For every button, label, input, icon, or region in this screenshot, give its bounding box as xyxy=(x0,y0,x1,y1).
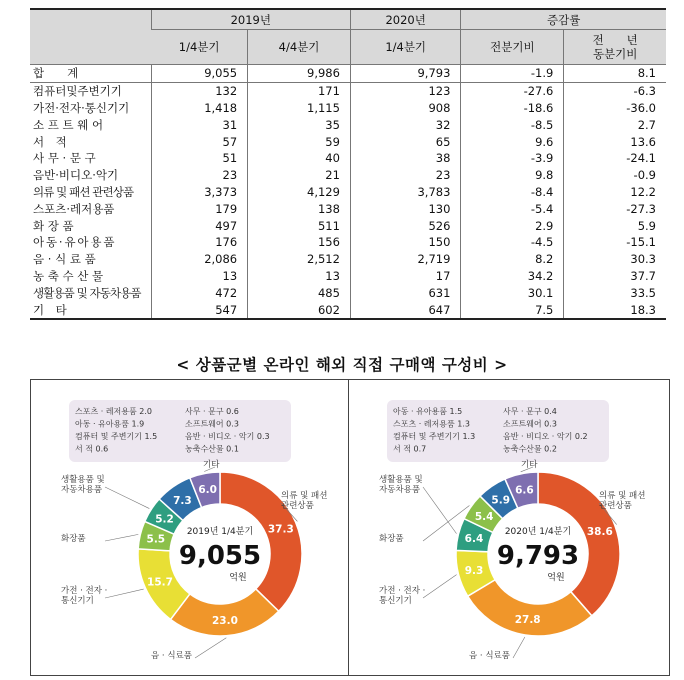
slice-label-cosmetics xyxy=(379,505,469,544)
cell-q4-2019: 40 xyxy=(248,150,351,167)
slice-label-living xyxy=(61,474,149,509)
center-unit: 억원 xyxy=(547,573,565,583)
cell-q1-2019: 1,418 xyxy=(151,100,248,117)
slice-label-text: 자동차용품 xyxy=(61,485,103,495)
row-category: 음 · 식 료 품 xyxy=(33,252,96,267)
table-row xyxy=(30,100,666,117)
cell-qoq: 34.2 xyxy=(461,268,564,285)
cell-qoq: -8.5 xyxy=(461,116,564,133)
slice-value: 5.5 xyxy=(146,533,166,546)
cell-q1-2019: 23 xyxy=(151,167,248,184)
cell-q1-2019: 472 xyxy=(151,284,248,301)
table-header-row-years xyxy=(30,9,666,30)
legend-item: 농축수산물 0.1 xyxy=(185,444,239,454)
cell-q1-2020: 130 xyxy=(350,200,460,217)
cell-yoy: 5.9 xyxy=(564,217,666,234)
center-title: 2020년 1/4분기 xyxy=(504,527,572,537)
cell-qoq: 30.1 xyxy=(461,284,564,301)
cell-qoq: -5.4 xyxy=(461,200,564,217)
center-value: 9,793 xyxy=(496,541,580,571)
table-row xyxy=(30,217,666,234)
legend-item: 사무 · 문구 0.4 xyxy=(503,407,557,416)
table-row xyxy=(30,65,666,83)
leader-line xyxy=(105,589,144,598)
cell-q4-2019: 9,986 xyxy=(248,65,351,83)
cell-q4-2019: 13 xyxy=(248,268,351,285)
center-title: 2019년 1/4분기 xyxy=(186,527,254,537)
header-2019: 2019년 xyxy=(151,9,350,30)
slice-label-text: 음 · 식료품 xyxy=(151,651,192,661)
slice-label-text: 기타 xyxy=(521,460,538,470)
center-label xyxy=(497,525,579,583)
legend-item: 소프트웨어 0.3 xyxy=(503,419,557,429)
slice-label-text: 관련상품 xyxy=(281,501,314,511)
slice-label-text: 화장품 xyxy=(61,534,86,544)
row-category: 의류 및 패션 관련상품 xyxy=(33,184,134,199)
slice-label-text: 음 · 식료품 xyxy=(469,651,510,661)
row-category: 컴퓨터및주변기기 xyxy=(33,84,122,99)
cell-q1-2020: 123 xyxy=(350,82,460,99)
legend-item: 음반 · 비디오 · 악기 0.3 xyxy=(185,432,270,441)
slice-value: 5.9 xyxy=(491,494,511,507)
table-row xyxy=(30,133,666,150)
cell-yoy: -24.1 xyxy=(564,150,666,167)
chart-caption: < 상품군별 온라인 해외 직접 구매액 구성비 > xyxy=(176,355,508,374)
leader-line xyxy=(195,638,226,658)
table-body xyxy=(30,65,666,319)
cell-q4-2019: 156 xyxy=(248,234,351,251)
header-yoy: 전 년 동분기비 xyxy=(564,30,666,65)
cell-qoq: -18.6 xyxy=(461,100,564,117)
cell-qoq: -3.9 xyxy=(461,150,564,167)
slice-value: 27.8 xyxy=(514,614,541,627)
cell-q1-2020: 526 xyxy=(350,217,460,234)
cell-q1-2020: 38 xyxy=(350,150,460,167)
legend-item: 서 적 0.7 xyxy=(393,444,427,454)
legend-item: 스포츠 · 레저용품 2.0 xyxy=(75,407,152,416)
slice-label-text: 생활용품 및 xyxy=(379,475,423,485)
cell-qoq: 8.2 xyxy=(461,251,564,268)
cell-q1-2020: 908 xyxy=(350,100,460,117)
cell-q1-2020: 17 xyxy=(350,268,460,285)
cell-q1-2020: 631 xyxy=(350,284,460,301)
slice-label-text: 기타 xyxy=(203,460,220,470)
cell-qoq: 9.8 xyxy=(461,167,564,184)
row-category: 서 적 xyxy=(33,134,67,149)
header-change-rate: 증감률 xyxy=(461,9,666,30)
header-q1-2020: 1/4분기 xyxy=(350,30,460,65)
cell-q1-2019: 3,373 xyxy=(151,184,248,201)
leader-line xyxy=(513,637,525,658)
cell-q1-2020: 32 xyxy=(350,116,460,133)
slice-label-text: 자동차용품 xyxy=(379,485,421,495)
row-category: 사 무 · 문 구 xyxy=(33,151,96,166)
slice-label-text: 생활용품 및 xyxy=(61,475,105,485)
row-category: 가전·전자·통신기기 xyxy=(33,100,130,115)
cell-q4-2019: 59 xyxy=(248,133,351,150)
cell-qoq: 9.6 xyxy=(461,133,564,150)
legend-item: 컴퓨터 및 주변기기 1.5 xyxy=(75,432,158,441)
slice-label-cosmetics xyxy=(61,533,138,544)
cell-q1-2019: 132 xyxy=(151,82,248,99)
cell-q4-2019: 602 xyxy=(248,301,351,319)
cell-qoq: -27.6 xyxy=(461,82,564,99)
center-label xyxy=(179,525,261,583)
donut-panel-2020 xyxy=(348,379,670,676)
legend-item: 아동 · 유아용품 1.9 xyxy=(75,419,145,429)
row-category: 농 축 수 산 물 xyxy=(33,268,104,283)
cell-yoy: 12.2 xyxy=(564,184,666,201)
cell-q1-2019: 179 xyxy=(151,200,248,217)
table-row xyxy=(30,234,666,251)
cell-yoy: -15.1 xyxy=(564,234,666,251)
leader-line xyxy=(105,487,149,509)
cell-yoy: 13.6 xyxy=(564,133,666,150)
cell-q1-2020: 9,793 xyxy=(350,65,460,83)
cell-yoy: 33.5 xyxy=(564,284,666,301)
slice-value: 38.6 xyxy=(586,525,613,538)
slice-value: 23.0 xyxy=(212,614,238,627)
slice-label-electronics xyxy=(61,585,144,606)
cell-q1-2019: 9,055 xyxy=(151,65,248,83)
slice-value: 7.3 xyxy=(173,494,192,507)
slice-value: 9.3 xyxy=(464,565,484,578)
row-category: 생활용품 및 자동차용품 xyxy=(33,285,141,300)
cell-yoy: 37.7 xyxy=(564,268,666,285)
slice-label-text: 통신기기 xyxy=(379,596,412,606)
slice-arc xyxy=(468,580,592,636)
cell-q1-2020: 3,783 xyxy=(350,184,460,201)
header-qoq: 전분기비 xyxy=(461,30,564,65)
cell-qoq: -1.9 xyxy=(461,65,564,83)
cell-q1-2019: 176 xyxy=(151,234,248,251)
legend xyxy=(69,400,291,462)
cell-yoy: -27.3 xyxy=(564,200,666,217)
table-row xyxy=(30,167,666,184)
cell-yoy: -36.0 xyxy=(564,100,666,117)
cell-q1-2019: 31 xyxy=(151,116,248,133)
center-unit: 억원 xyxy=(229,573,247,583)
row-category: 화 장 품 xyxy=(33,218,74,233)
leader-line xyxy=(423,487,457,534)
table-row xyxy=(30,284,666,301)
header-q1-2019: 1/4분기 xyxy=(151,30,248,65)
legend-item: 농축수산물 0.2 xyxy=(503,444,557,454)
cell-q1-2019: 497 xyxy=(151,217,248,234)
cell-q1-2020: 65 xyxy=(350,133,460,150)
slice-value: 15.7 xyxy=(147,576,173,589)
legend-item: 음반 · 비디오 · 악기 0.2 xyxy=(503,432,588,441)
slice-label-etc xyxy=(203,459,220,471)
cell-q1-2019: 57 xyxy=(151,133,248,150)
slice-value: 6.6 xyxy=(515,484,534,497)
slice-label-text: 의류 및 패션 xyxy=(281,491,328,501)
legend xyxy=(387,400,609,462)
table-row xyxy=(30,184,666,201)
cell-q1-2019: 13 xyxy=(151,268,248,285)
cell-q1-2019: 547 xyxy=(151,301,248,319)
row-category: 스포츠·레저용품 xyxy=(33,201,115,216)
cell-q1-2019: 2,086 xyxy=(151,251,248,268)
table-row xyxy=(30,268,666,285)
row-category: 기 타 xyxy=(30,301,151,319)
cell-q4-2019: 35 xyxy=(248,116,351,133)
center-value: 9,055 xyxy=(178,541,262,571)
header-2020: 2020년 xyxy=(350,9,460,30)
slice-label-text: 관련상품 xyxy=(599,501,632,511)
legend-item: 사무 · 문구 0.6 xyxy=(185,407,239,416)
legend-item: 컴퓨터 및 주변기기 1.3 xyxy=(393,432,476,441)
cell-q4-2019: 511 xyxy=(248,217,351,234)
row-category: 소 프 트 웨 어 xyxy=(33,117,104,132)
table-row xyxy=(30,200,666,217)
donut-chart-2019 xyxy=(31,380,351,675)
legend-item: 소프트웨어 0.3 xyxy=(185,419,239,429)
cell-q1-2020: 2,719 xyxy=(350,251,460,268)
cell-qoq: 7.5 xyxy=(461,301,564,319)
slice-label-text: 통신기기 xyxy=(61,596,94,606)
cell-yoy: 30.3 xyxy=(564,251,666,268)
slice-value: 6.4 xyxy=(464,532,484,545)
cell-q4-2019: 138 xyxy=(248,200,351,217)
slice-label-living xyxy=(379,474,457,534)
cell-yoy: 8.1 xyxy=(564,65,666,83)
row-category: 합 계 xyxy=(30,65,151,83)
table-row xyxy=(30,301,666,319)
slice-label-etc xyxy=(521,459,539,472)
legend-item: 스포츠 · 레저용품 1.3 xyxy=(393,419,470,429)
slice-value: 5.2 xyxy=(155,513,174,526)
slice-label-text: 가전 · 전자 · xyxy=(61,586,108,596)
slice-label-food xyxy=(469,637,525,661)
cell-q4-2019: 485 xyxy=(248,284,351,301)
cell-qoq: 2.9 xyxy=(461,217,564,234)
slice-label-text: 의류 및 패션 xyxy=(599,491,646,501)
purchase-table xyxy=(30,8,666,320)
cell-yoy: 2.7 xyxy=(564,116,666,133)
row-category: 음반·비디오·악기 xyxy=(33,168,119,183)
cell-yoy: -6.3 xyxy=(564,82,666,99)
table-row xyxy=(30,251,666,268)
leader-line xyxy=(105,534,138,541)
cell-q1-2020: 150 xyxy=(350,234,460,251)
slice-value: 6.0 xyxy=(198,484,217,497)
cell-q4-2019: 21 xyxy=(248,167,351,184)
cell-yoy: 18.3 xyxy=(564,301,666,319)
legend-item: 서 적 0.6 xyxy=(75,444,109,454)
slice-value: 37.3 xyxy=(267,523,294,536)
cell-qoq: -4.5 xyxy=(461,234,564,251)
slice-label-food xyxy=(151,638,226,661)
slice-value: 5.4 xyxy=(474,510,494,523)
legend-item: 아동 · 유아용품 1.5 xyxy=(393,407,463,416)
table-row xyxy=(30,82,666,99)
donut-chart-2020 xyxy=(349,380,669,675)
cell-q4-2019: 4,129 xyxy=(248,184,351,201)
slice-label-text: 화장품 xyxy=(379,534,404,544)
cell-q4-2019: 1,115 xyxy=(248,100,351,117)
cell-q1-2020: 23 xyxy=(350,167,460,184)
cell-yoy: -0.9 xyxy=(564,167,666,184)
cell-qoq: -8.4 xyxy=(461,184,564,201)
leader-line xyxy=(423,575,457,598)
slice-food xyxy=(468,580,592,636)
row-category: 아 동 · 유 아 용 품 xyxy=(33,235,114,250)
cell-q4-2019: 171 xyxy=(248,82,351,99)
cell-q1-2019: 51 xyxy=(151,150,248,167)
header-q4-2019: 4/4분기 xyxy=(248,30,351,65)
slice-label-electronics xyxy=(379,575,457,606)
slice-label-text: 가전 · 전자 · xyxy=(379,586,426,596)
cell-q4-2019: 2,512 xyxy=(248,251,351,268)
table-row xyxy=(30,116,666,133)
table-corner xyxy=(30,9,151,65)
table-row xyxy=(30,150,666,167)
cell-q1-2020: 647 xyxy=(350,301,460,319)
donut-panel-2019 xyxy=(30,379,352,676)
